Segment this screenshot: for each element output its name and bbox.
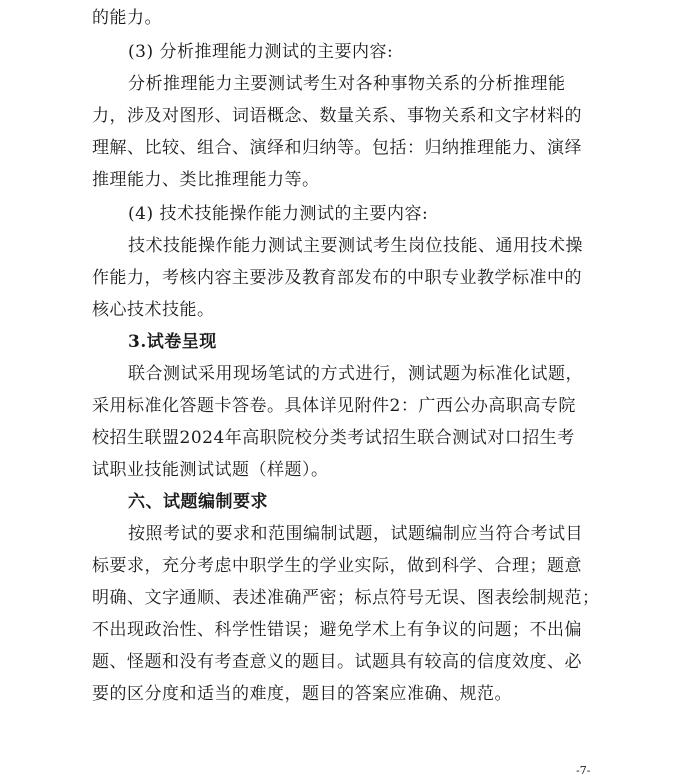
section-heading: 六、试题编制要求 <box>128 492 268 512</box>
text-line: 采用标准化答题卡答卷。具体详见附件2：广西公办高职高专院 <box>92 396 576 416</box>
text-line: 理解、比较、组合、演绎和归纳等。包括：归纳推理能力、演绎 <box>92 138 582 158</box>
text-line: 核心技术技能。 <box>92 300 215 320</box>
text-line: 不出现政治性、科学性错误；避免学术上有争议的问题；不出偏 <box>92 620 582 640</box>
text-line: 试职业技能测试试题（样题）。 <box>92 460 329 480</box>
text-line: 的能力。 <box>92 8 162 28</box>
text-line: (3) 分析推理能力测试的主要内容: <box>128 42 394 62</box>
text-line: (4) 技术技能操作能力测试的主要内容: <box>128 204 429 224</box>
text-line: 作能力，考核内容主要涉及教育部发布的中职专业教学标准中的 <box>92 268 582 288</box>
text-line: 技术技能操作能力测试主要测试考生岗位技能、通用技术操 <box>128 236 583 256</box>
text-line: 联合测试采用现场笔试的方式进行，测试题为标准化试题， <box>128 364 583 384</box>
page-number: -7- <box>576 764 591 777</box>
text-line: 推理能力、类比推理能力等。 <box>92 170 320 190</box>
text-line: 标要求，充分考虑中职学生的学业实际，做到科学、合理；题意 <box>92 556 582 576</box>
text-line: 按照考试的要求和范围编制试题，试题编制应当符合考试目 <box>128 524 583 544</box>
text-line: 题、怪题和没有考查意义的题目。试题具有较高的信度效度、必 <box>92 652 582 672</box>
text-line: 分析推理能力主要测试考生对各种事物关系的分析推理能 <box>128 74 566 94</box>
text-line: 明确、文字通顺、表述准确严密；标点符号无误、图表绘制规范； <box>92 588 600 608</box>
section-heading: 3.试卷呈现 <box>128 332 217 352</box>
text-line: 要的区分度和适当的难度，题目的答案应准确、规范。 <box>92 684 512 704</box>
text-line: 力，涉及对图形、词语概念、数量关系、事物关系和文字材料的 <box>92 106 582 126</box>
text-line: 校招生联盟2024年高职院校分类考试招生联合测试对口招生考 <box>92 428 575 448</box>
